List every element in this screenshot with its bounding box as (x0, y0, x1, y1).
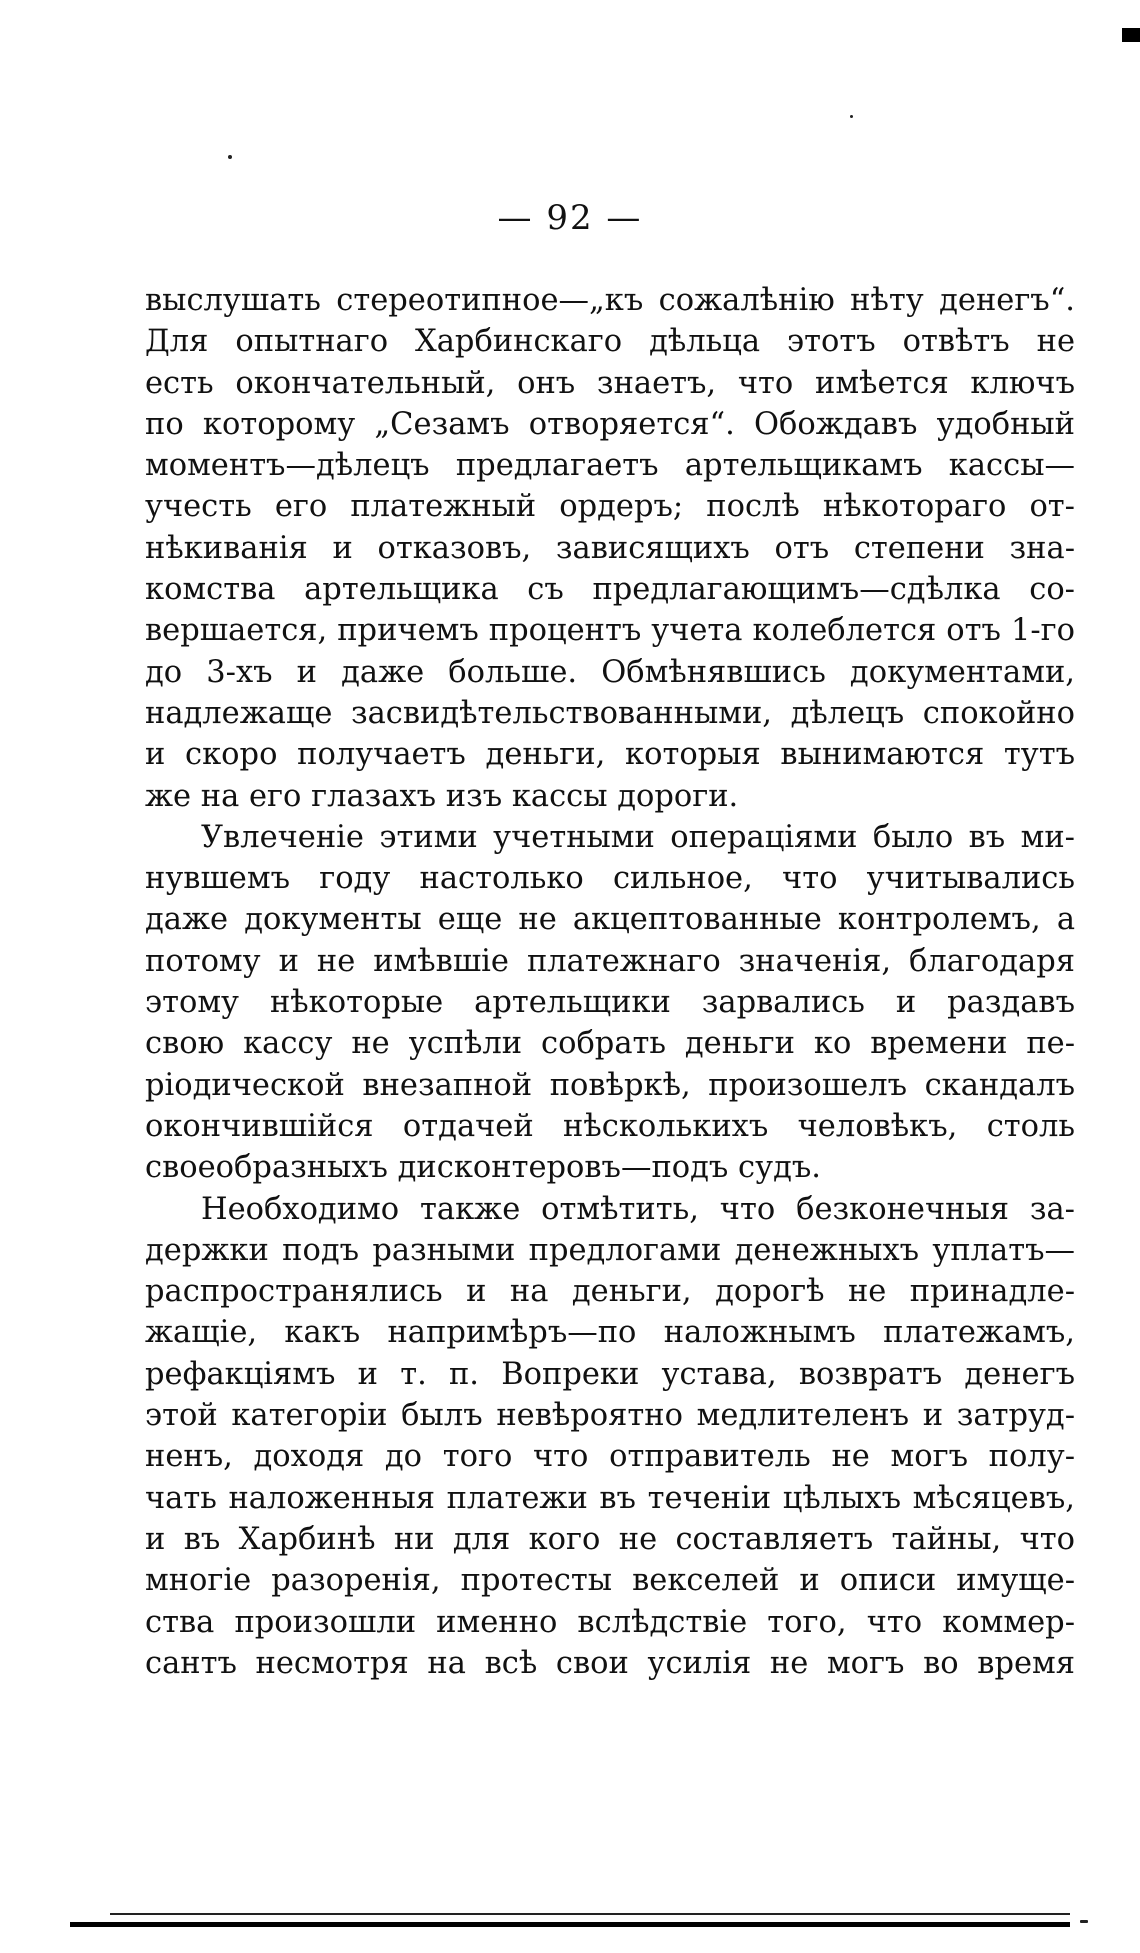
text-line: свою кассу не успѣли собрать деньги ко времени пе- (145, 1026, 1075, 1062)
text-line: держки подъ разными предлогами денежныхъ уплатъ— (145, 1232, 1075, 1268)
text-line: Увлеченіе этими учетными операціями было въ ми- (201, 819, 1075, 855)
text-line: по которому „Сезамъ отворяется“. Обождавъ удобный (145, 406, 1075, 442)
text-line: нувшемъ году настолько сильное, что учитывались (145, 861, 1075, 897)
text-line: окончившійся отдачей нѣсколькихъ человѣкъ, столь (145, 1108, 1075, 1144)
body-text (145, 280, 1075, 1684)
text-line: вершается, причемъ процентъ учета колеблется отъ 1-го (145, 613, 1075, 649)
text-line: Необходимо также отмѣтить, что безконечныя за- (201, 1191, 1075, 1227)
page-edge-mark (1122, 28, 1140, 42)
text-line: рефакціямъ и т. п. Вопреки устава, возвратъ денегъ (145, 1356, 1075, 1392)
paragraph-1 (145, 280, 1075, 817)
text-line: ства произошли именно вслѣдствіе того, что коммер- (145, 1604, 1075, 1640)
text-line: чать наложенныя платежи въ теченіи цѣлыхъ мѣсяцевъ, (145, 1480, 1075, 1516)
text-line: даже документы еще не акцептованные контролемъ, а (145, 902, 1075, 938)
print-speck (850, 115, 853, 118)
text-line: и въ Харбинѣ ни для кого не составляетъ тайны, что (145, 1521, 1075, 1557)
text-line: нѣкиванія и отказовъ, зависящихъ отъ степени зна- (145, 530, 1075, 566)
text-line: своеобразныхъ дисконтеровъ—подъ судъ. (145, 1150, 821, 1186)
text-line: этой категоріи былъ невѣроятно медлителенъ и затруд- (145, 1398, 1075, 1434)
text-line: до 3-хъ и даже больше. Обмѣнявшись документами, (145, 654, 1075, 690)
text-line: ріодической внезапной повѣркѣ, произошелъ скандалъ (145, 1067, 1075, 1103)
text-line: жащіе, какъ напримѣръ—по наложнымъ платежамъ, (145, 1315, 1075, 1351)
text-line: же на его глазахъ изъ кассы дороги. (145, 778, 739, 814)
text-line: моментъ—дѣлецъ предлагаетъ артельщикамъ кассы— (145, 448, 1075, 484)
bottom-rule (70, 1922, 1070, 1927)
print-speck (228, 155, 232, 159)
text-line: и скоро получаетъ деньги, которыя вынимаются тутъ (145, 737, 1075, 773)
print-speck (1080, 1920, 1088, 1923)
paragraph-3 (145, 1189, 1075, 1685)
text-line: комства артельщика съ предлагающимъ—сдѣлка со- (145, 572, 1075, 608)
text-line: распространялись и на деньги, дорогѣ не принадле- (145, 1274, 1075, 1310)
text-line: надлежаще засвидѣтельствованными, дѣлецъ спокойно (145, 695, 1075, 731)
text-line: учесть его платежный ордеръ; послѣ нѣкотораго от- (145, 489, 1075, 525)
text-line: Для опытнаго Харбинскаго дѣльца этотъ отвѣтъ не (145, 324, 1075, 360)
text-line: выслушать стереотипное—„къ сожалѣнію нѣту денегъ“. (145, 283, 1075, 318)
text-line: есть окончательный, онъ знаетъ, что имѣется ключъ (145, 365, 1075, 401)
text-line: сантъ несмотря на всѣ свои усилія не могъ во время (145, 1645, 1075, 1681)
text-line: ненъ, доходя до того что отправитель не могъ полу- (145, 1439, 1075, 1475)
paragraph-2 (145, 817, 1075, 1189)
page-number: — 92 — (497, 198, 643, 238)
text-line: потому и не имѣвшіе платежнаго значенія, благодаря (145, 943, 1075, 979)
bottom-rule-thin (110, 1913, 1070, 1915)
text-line: многіе разоренія, протесты векселей и описи имуще- (145, 1563, 1075, 1599)
text-line: этому нѣкоторые артельщики зарвались и раздавъ (145, 985, 1075, 1021)
